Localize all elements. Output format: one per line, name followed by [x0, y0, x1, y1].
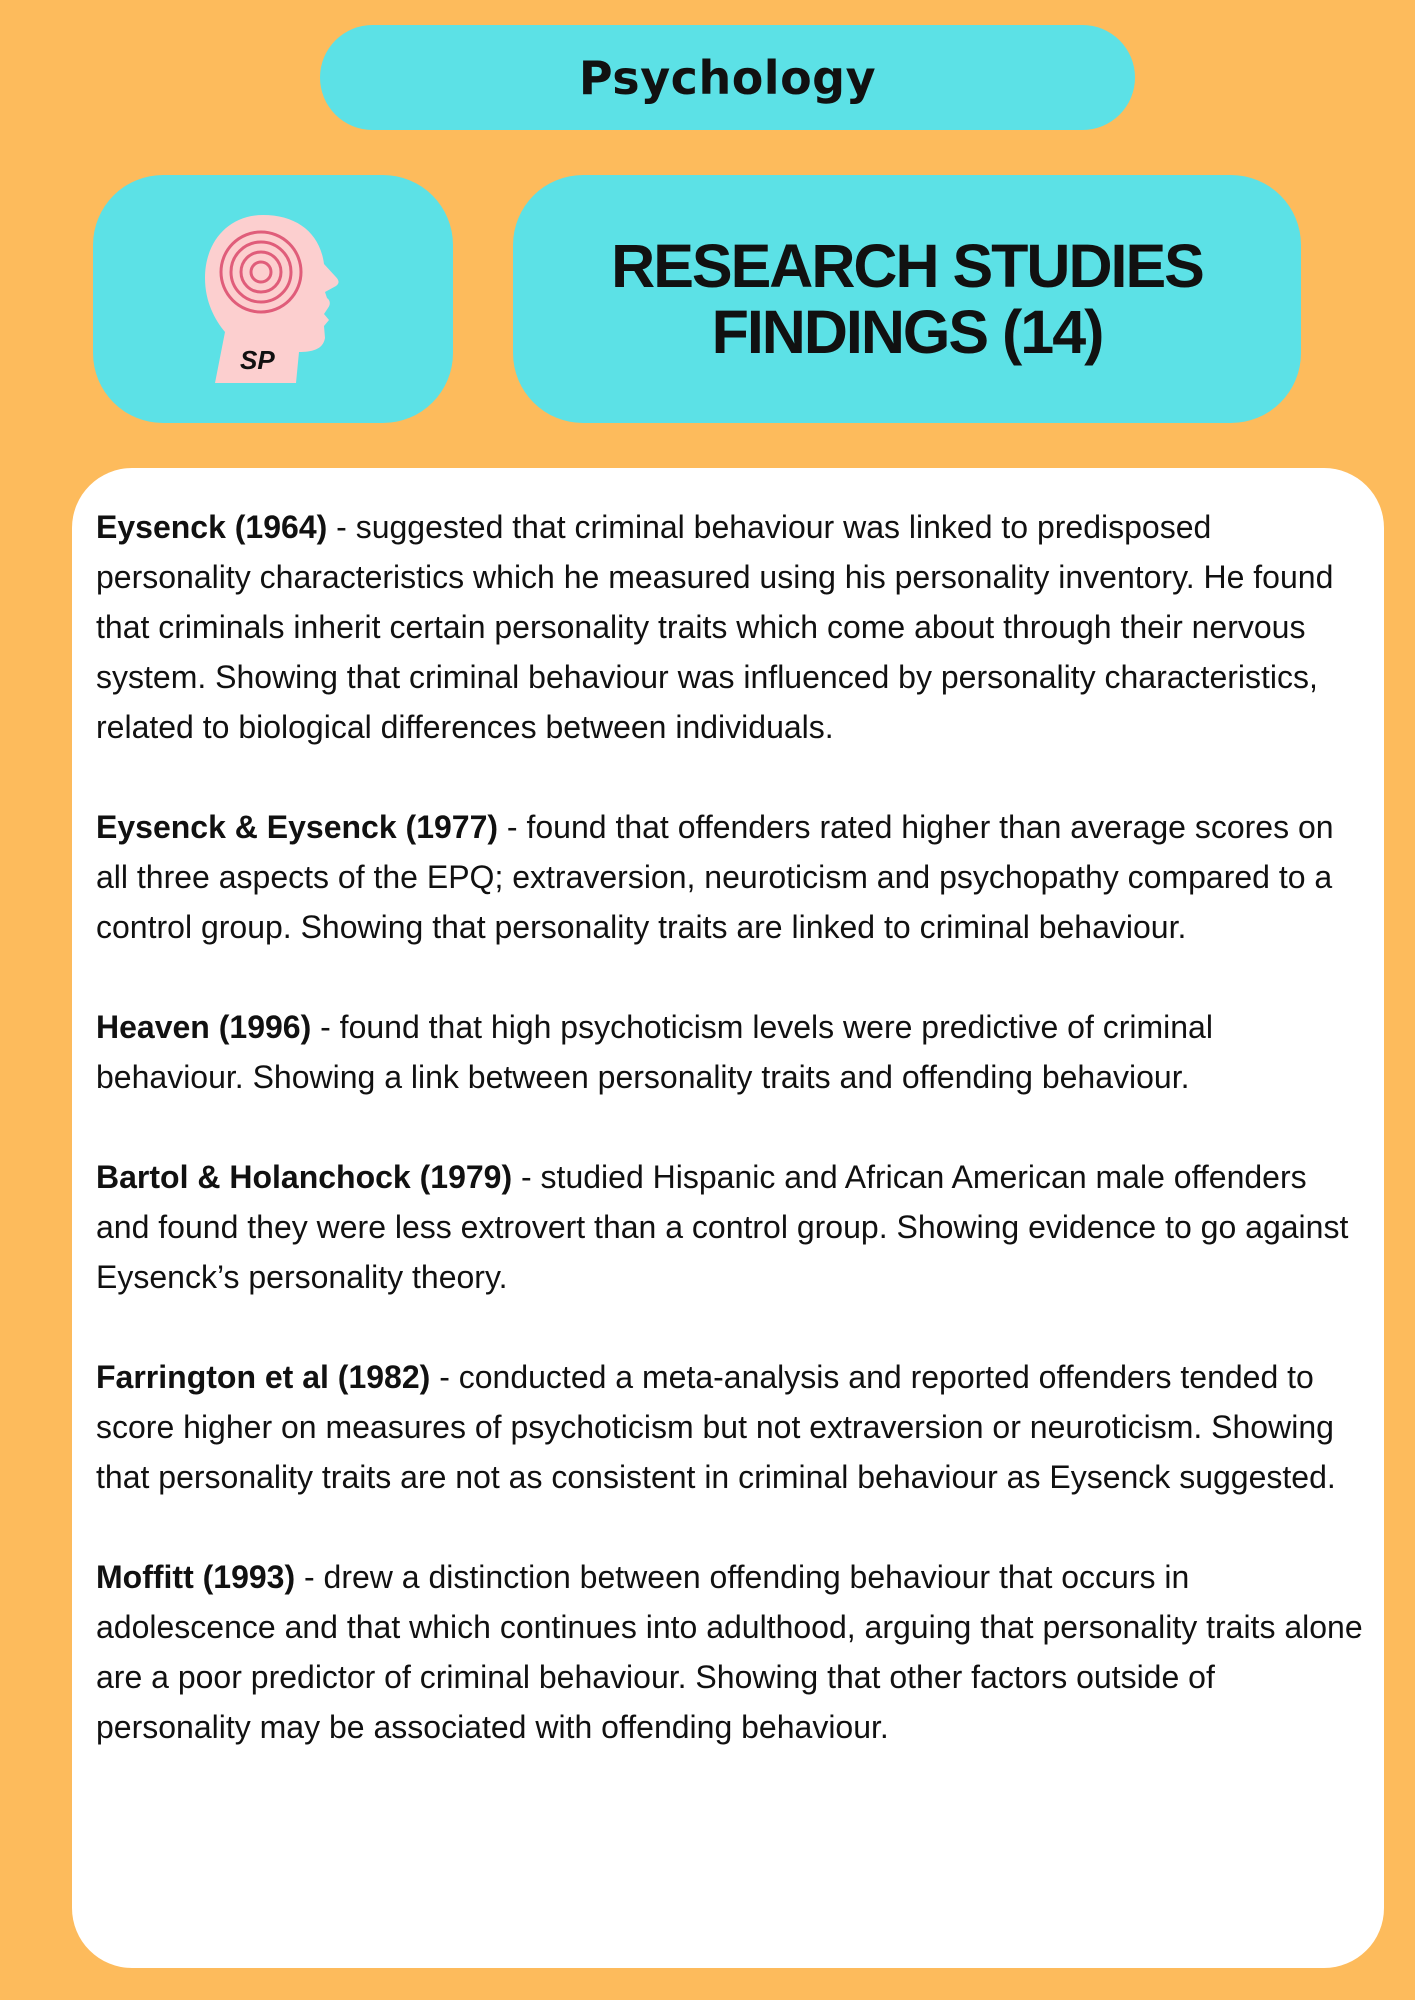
finding-item: [96, 502, 1366, 752]
finding-text: - found that high psychoticism levels were predictive of criminal behaviour. Showing a link between personality traits and offending behaviour.: [96, 1009, 1213, 1095]
finding-item: [96, 1152, 1366, 1302]
finding-item: [96, 802, 1366, 952]
finding-author: Heaven (1996): [96, 1009, 312, 1045]
finding-author: Moffitt (1993): [96, 1559, 296, 1595]
finding-author: Eysenck & Eysenck (1977): [96, 809, 499, 845]
finding-author: Farrington et al (1982): [96, 1359, 431, 1395]
finding-item: [96, 1552, 1366, 1752]
finding-text: - studied Hispanic and African American male offenders and found they were less extrovert than a control group. Showing evidence to go against Eysenck’s personality theory.: [96, 1159, 1349, 1295]
finding-author: Eysenck (1964): [96, 509, 328, 545]
logo-box: [93, 175, 453, 423]
finding-text: - found that offenders rated higher than average scores on all three aspects of the EPQ; extraversion, neuroticism and psychopathy compared to a control group. Showing that personality traits are linked to criminal behaviour.: [96, 809, 1334, 945]
logo-initials: SP: [240, 345, 275, 375]
subject-title: Psychology: [578, 50, 877, 105]
findings-list: [96, 502, 1366, 1802]
finding-author: Bartol & Holanchock (1979): [96, 1159, 513, 1195]
title-line-1: RESEARCH STUDIES: [611, 232, 1203, 300]
title-box: [513, 175, 1301, 423]
page-title: [611, 233, 1203, 365]
subject-header: [320, 25, 1135, 130]
finding-item: [96, 1352, 1366, 1502]
finding-item: [96, 1002, 1366, 1102]
content-card: [72, 468, 1384, 1968]
title-line-2: FINDINGS (14): [711, 298, 1103, 366]
finding-text: - drew a distinction between offending behaviour that occurs in adolescence and that which continues into adulthood, arguing that personality traits alone are a poor predictor of criminal behaviour. Showing that other factors outside of personality may be associated with offending behaviour.: [96, 1559, 1363, 1745]
finding-text: - suggested that criminal behaviour was linked to predisposed personality characteristics which he measured using his personality inventory. He found that criminals inherit certain personality traits which come about through their nervous system. Showing that criminal behaviour was influenced by personality characteristics, related to biological differences between individuals.: [96, 509, 1334, 745]
finding-text: - conducted a meta-analysis and reported offenders tended to score higher on measures of psychoticism but not extraversion or neuroticism. Showing that personality traits are not as consistent in criminal behaviour as Eysenck suggested.: [96, 1359, 1336, 1495]
